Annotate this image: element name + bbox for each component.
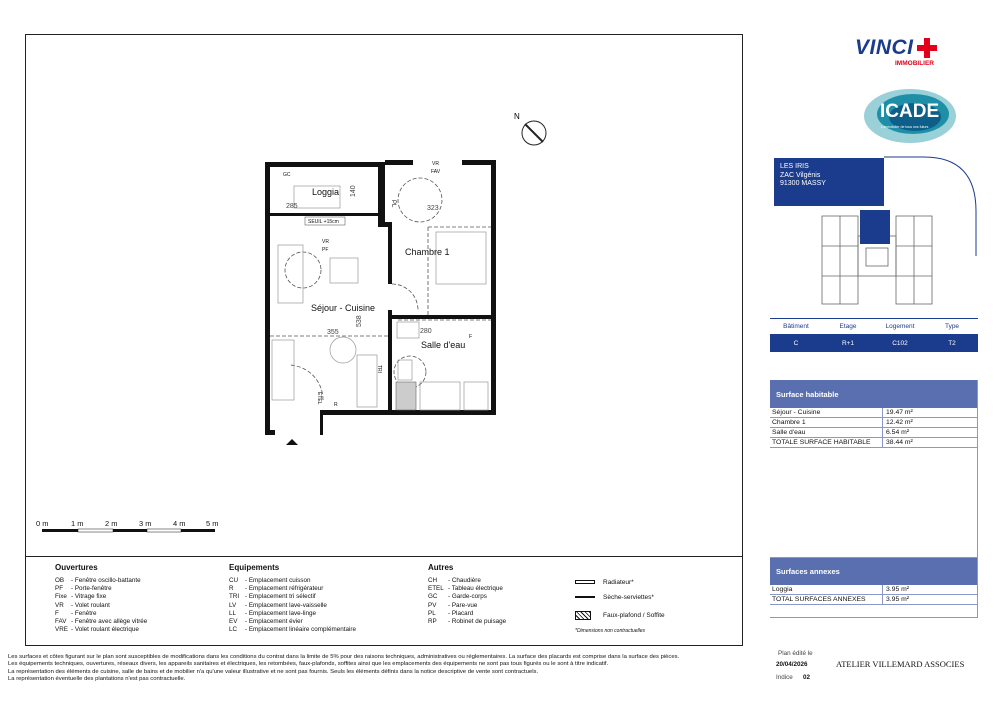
legend-ouvertures [55, 563, 147, 634]
legend-autres [428, 563, 506, 626]
legend-item: ETEL - Tableau électrique [428, 585, 503, 593]
table-row: Salle d'eau 6.54 m² [770, 428, 977, 438]
table-row: Séjour - Cuisine 19.47 m² [770, 408, 977, 418]
icade-tagline: L'immobilier de tous nos futurs [881, 125, 929, 129]
disclaimer [8, 654, 748, 684]
legend-faux-plafond: Faux-plafond / Soffite [575, 606, 665, 624]
building-keyplan [818, 206, 936, 306]
legend-symbols [575, 576, 665, 634]
legend-item: FAV - Fenêtre avec allège vitrée [55, 618, 148, 626]
legend-equipements-title: Equipements [229, 563, 280, 572]
disclaimer-line: La représentation des éléments de cuisine, salle de bains et de mobilier n'a qu'une valeur illustrative et ne sont pas fournis. Seuls les éléments définis dans la notice descriptive de vente sont contractuels. [8, 668, 539, 675]
plan-edite-date: 20/04/2026 [776, 661, 808, 668]
legend-item: F - Fenêtre [55, 609, 97, 617]
loggia-dim-1: 285 [286, 203, 298, 210]
lot-info-header [770, 318, 978, 335]
sejour-dim-2: 538 [356, 315, 363, 327]
legend-seche-serviettes: Sèche-serviettes* [575, 588, 665, 606]
legend-ouvertures-title: Ouvertures [55, 563, 98, 572]
table-row: Chambre 1 12.42 m² [770, 418, 977, 428]
scale-label-2: 2 m [105, 519, 118, 528]
vinci-logo [855, 36, 937, 67]
legend-item: R - Emplacement réfrigérateur [229, 585, 324, 593]
vinci-sub: IMMOBILIER [895, 60, 934, 67]
legend-item: PV - Pare-vue [428, 601, 478, 609]
table-row: TOTAL SURFACES ANNEXES 3.95 m² [770, 595, 977, 605]
tag-vr-pf-bottom: PF [322, 247, 329, 253]
scale-label-0: 0 m [36, 519, 49, 528]
floor-plan [26, 35, 742, 555]
lot-header-batiment: Bâtiment [783, 323, 809, 330]
north-label: N [514, 112, 520, 121]
surfaces-annexes-title: Surfaces annexes [770, 558, 977, 585]
indice-label: Indice [776, 674, 793, 681]
tag-etel: ETEL [316, 392, 322, 405]
dims-note: *Dimensions non contractuelles [575, 628, 646, 634]
loggia-dim-2: 140 [350, 185, 357, 197]
tag-r: R [334, 402, 338, 408]
lot-header-logement: Logement [885, 323, 915, 330]
sdb-dim: 280 [420, 328, 432, 335]
disclaimer-line: Les équipements techniques, ouvertures, réseaux divers, les appareils sanitaires et électriques, les retombées, faux-plafonds, soffites ainsi que les emplacements des équipements ne sont pas tous figurés ou le sont à titre indicatif. [8, 661, 609, 668]
lot-value-type: T2 [948, 340, 956, 347]
tag-vr-fav-bottom: FAV [431, 169, 441, 175]
disclaimer-line: Les surfaces et côtes figurant sur le plan sont susceptibles de modifications dans les conditions du contrat dans la limite de 5% pour des raisons techniques, administratives ou réglementaires. La surface des placards est comprise dans la surface des pièces. [8, 654, 680, 660]
tag-vr-pf-top: VR [322, 239, 329, 245]
selected-unit-marker [860, 210, 890, 244]
surface-habitable-panel [770, 380, 978, 558]
legend-item: OB - Fenêtre oscillo-battante [55, 577, 141, 584]
chambre-dim: 323 [427, 205, 439, 212]
vinci-name: VINCI [855, 36, 914, 59]
legend-equipements [229, 563, 356, 634]
legend-item: LV - Emplacement lave-vaisselle [229, 601, 327, 609]
sejour-dim-1: 355 [327, 329, 339, 336]
legend-radiateur: Radiateur* [575, 576, 665, 588]
legend-item: VRE - Volet roulant électrique [55, 626, 139, 634]
architect-name: ATELIER VILLEMARD ASSOCIES [836, 659, 965, 669]
scale-label-4: 4 m [173, 519, 186, 528]
address-line-2: ZAC Vilgénis [780, 171, 821, 179]
indice-value: 02 [803, 674, 811, 681]
lot-header-type: Type [944, 323, 960, 330]
address-box [774, 158, 884, 206]
surfaces-annexes-table [770, 585, 977, 605]
legend-item: GC - Garde-corps [428, 593, 487, 601]
lot-header-etage: Etage [839, 323, 857, 330]
vinci-cross-icon [917, 38, 937, 58]
address-line-3: 91300 MASSY [780, 180, 826, 187]
table-row: TOTALE SURFACE HABITABLE 38.44 m² [770, 438, 977, 448]
address-line-1: LES IRIS [780, 163, 809, 170]
disclaimer-line: La représentation éventuelle des plantations n'est pas contractuelle. [8, 676, 186, 683]
shower-tray [396, 382, 416, 410]
surface-habitable-table [770, 408, 977, 448]
tag-tri: TRI [376, 365, 382, 374]
legend-item: LL - Emplacement lave-linge [229, 609, 317, 617]
room-sejour: Séjour - Cuisine [311, 303, 376, 313]
tag-seuil: SEUIL +15cm [308, 219, 339, 225]
legend-item: PL - Placard [428, 609, 474, 617]
legend-item: RP - Robinet de puisage [428, 618, 507, 626]
legend-item: Fixe - Vitrage fixe [55, 593, 107, 601]
surfaces-annexes-panel [770, 558, 978, 618]
scale-label-1: 1 m [71, 519, 84, 528]
lot-info-values [770, 335, 978, 352]
legend-item: CH - Chaudière [428, 577, 481, 584]
room-chambre: Chambre 1 [405, 247, 450, 257]
legend-item: EV - Emplacement évier [229, 618, 303, 626]
scale-label-5: 5 m [206, 519, 219, 528]
north-arrow-icon [522, 121, 546, 145]
plan-edite-label: Plan édité le [778, 650, 813, 657]
legend-divider [26, 556, 742, 557]
scale-label-3: 3 m [139, 519, 152, 528]
legend-item: TRI - Emplacement tri sélectif [229, 593, 316, 601]
legend-autres-title: Autres [428, 563, 454, 572]
legend-item: CU - Emplacement cuisson [229, 577, 311, 584]
room-loggia: Loggia [312, 187, 340, 197]
lot-info-table [770, 318, 978, 352]
towel-dryer-icon [575, 596, 595, 599]
lot-value-batiment: C [793, 340, 799, 347]
tag-vr-fav-top: VR [432, 161, 439, 167]
tag-gc: GC [283, 172, 291, 178]
tag-f: F [469, 334, 473, 340]
lot-value-logement: C102 [892, 340, 908, 347]
legend-item: LC - Emplacement linéaire complémentaire [229, 626, 356, 634]
surface-habitable-title: Surface habitable [770, 380, 977, 408]
scale-bar [42, 529, 215, 532]
entrance-icon [286, 439, 298, 445]
walls [265, 160, 496, 435]
icade-name: ICADE [880, 101, 940, 122]
radiator-icon [575, 580, 595, 584]
tag-pl: PL [390, 200, 396, 208]
legend-item: VR - Volet roulant [55, 601, 110, 609]
table-row: Loggia 3.95 m² [770, 585, 977, 595]
legend-item: PF - Porte-fenêtre [55, 585, 112, 593]
lot-value-etage: R+1 [841, 340, 855, 347]
room-sdb: Salle d'eau [421, 340, 466, 350]
hatch-icon [575, 611, 591, 620]
icade-logo [863, 87, 958, 145]
